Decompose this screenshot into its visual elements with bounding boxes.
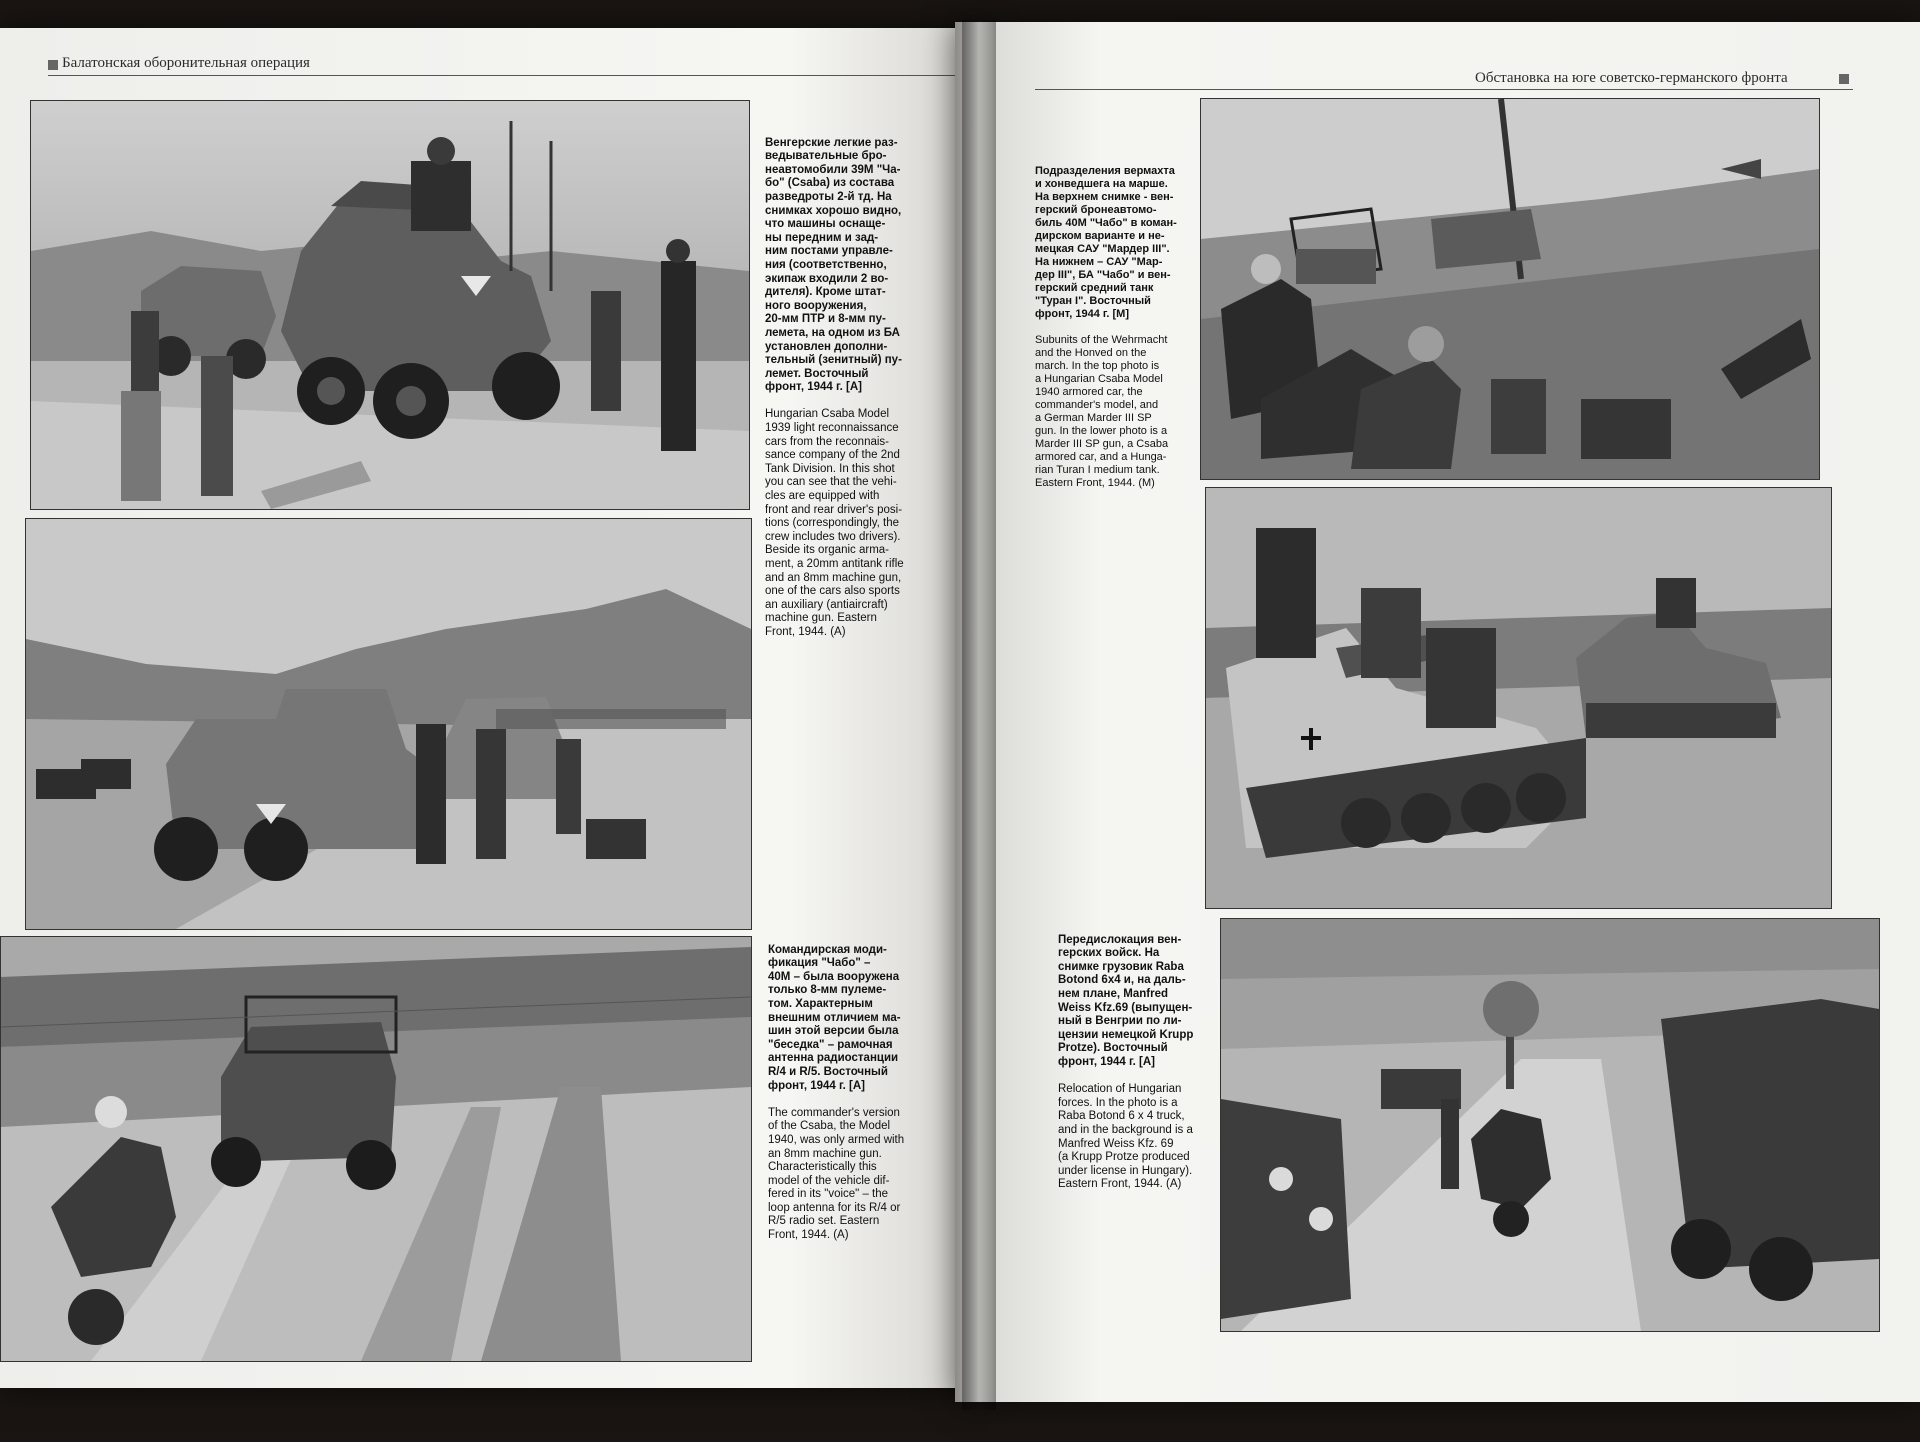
caption-march-subunits <box>1035 152 1185 489</box>
book-spine <box>962 20 996 1410</box>
photo-csaba-armored-cars-top <box>30 100 750 510</box>
photo-relocation-raba-botond <box>1220 918 1880 1332</box>
caption-en: Hungarian Csaba Model 1939 light reconnaissance cars from the reconnais- sance company of the 2nd Tank Division. In this shot you can see that the vehi- cles are equipped with front and rear driver's posi- tions (correspondingly, the crew includes two drivers). Beside its organic arma- ment, a 20mm antitank rifle and an 8mm machine gun, one of the cars also sports an auxiliary (antiaircraft) machine gun. Eastern Front, 1944. (A) <box>765 408 904 638</box>
running-head-marker <box>48 60 58 70</box>
running-head-marker <box>1839 74 1849 84</box>
left-page <box>0 28 988 1388</box>
caption-en: Subunits of the Wehrmacht and the Honved on the march. In the top photo is a Hungarian Csaba Model 1940 armored car, the commander's model, and a German Marder III SP gun. In the lower photo is a Marder III SP gun, a Csaba armored car, and a Hunga- rian Turan I medium tank. Eastern Front, 1944. (M) <box>1035 334 1169 489</box>
caption-csaba-recon-cars <box>765 123 915 638</box>
left-header-rule <box>48 75 958 76</box>
caption-ru: Подразделения вермахта и хонведшега на марше. На верхнем снимке - вен- герский бронеавтомо- биль 40M "Чабо" в коман- дирском варианте и не- мецкая САУ "Мардер III". На нижнем – САУ "Мар- дер III", БА "Чабо" и вен- герский средний танк "Туран I". Восточный фронт, 1944 г. [М] <box>1035 165 1177 320</box>
caption-ru: Передислокация вен- герских войск. На снимке грузовик Raba Botond 6x4 и, на даль- нем плане, Manfred Weiss Kfz.69 (выпущен- ный в Венгрии по ли- цензии немецкой Krupp Protze). Восточный фронт, 1944 г. [А] <box>1058 933 1194 1068</box>
caption-csaba-commander <box>768 930 918 1242</box>
left-running-head: Балатонская оборонительная операция <box>62 55 310 71</box>
caption-ru: Венгерские легкие раз- ведывательные бро- неавтомобили 39M "Ча- бо" (Csaba) из состава разведроты 2-й тд. На снимках хорошо видно, что машины оснаще- ны передним и зад- ним постами управле- ния (соответственно, экипаж входили 2 во- дителя). Кроме штат- ного вооружения, 20-мм ПТР и 8-мм пу- лемета, на одном из БА установлен дополни- тельный (зенитный) пу- лемет. Восточный фронт, 1944 г. [А] <box>765 136 902 394</box>
photo-march-marder-turan <box>1205 487 1832 909</box>
right-page <box>955 22 1920 1402</box>
caption-relocation-hungarian <box>1058 920 1208 1191</box>
caption-en: Relocation of Hungarian forces. In the photo is a Raba Botond 6 x 4 truck, and in the background is a Manfred Weiss Kfz. 69 (a Krupp Protze produced under license in Hungary). Eastern Front, 1944. (A) <box>1058 1083 1193 1191</box>
caption-en: The commander's version of the Csaba, the Model 1940, was only armed with an 8mm machine gun. Characteristically this model of the vehicle dif- fered in its "voice" – the loop antenna for its R/4 or R/5 radio set. Eastern Front, 1944. (A) <box>768 1106 905 1242</box>
right-header-rule <box>1035 89 1853 90</box>
photo-csaba-armored-cars-column <box>25 518 752 930</box>
photo-csaba-commander-version <box>0 936 752 1362</box>
photo-march-csaba-marder <box>1200 98 1820 480</box>
right-running-head: Обстановка на юге советско-германского фронта <box>1475 70 1788 86</box>
caption-ru: Командирская моди- фикация "Чабо" – 40M – была вооружена только 8-мм пулеме- том. Характерным внешним отличием ма- шин этой версии была "беседка" – рамочная антенна радиостанции R/4 и R/5. Восточный фронт, 1944 г. [А] <box>768 943 901 1092</box>
